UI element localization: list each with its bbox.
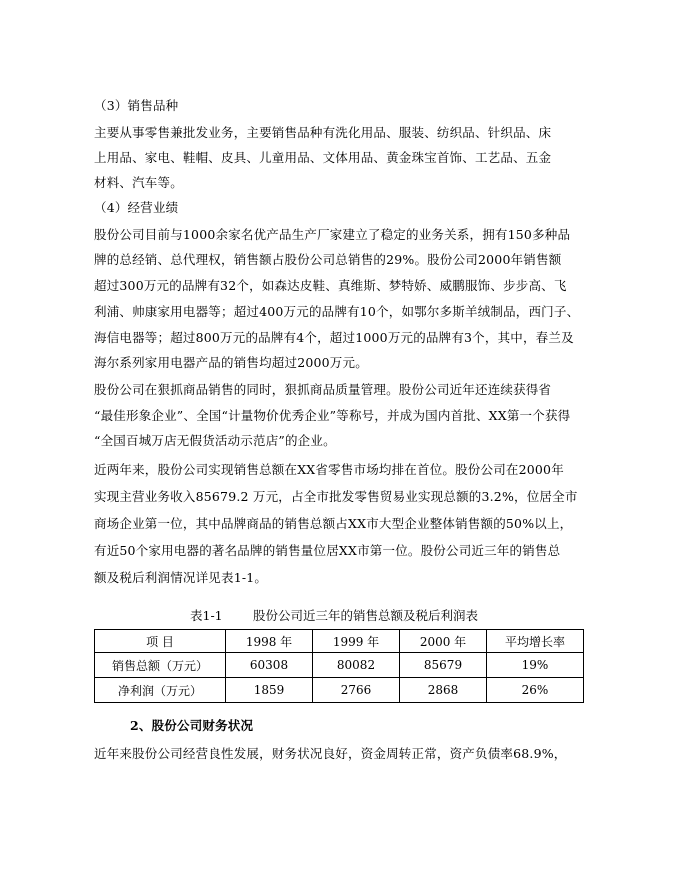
table-cell: 26%	[487, 678, 584, 703]
header-cell-item: 项 目	[95, 630, 226, 653]
paragraph-line: 利浦、帅康家用电器等；超过400万元的品牌有10个，如鄂尔多斯羊绒制品，西门子、	[94, 304, 580, 319]
table-cell: 85679	[400, 653, 487, 678]
paragraph-line: 材料、汽车等。	[94, 175, 183, 190]
table-cell: 19%	[487, 653, 584, 678]
paragraph-line: “全国百城万店无假货活动示范店”的企业。	[94, 433, 336, 448]
table-caption-title: 股份公司近三年的销售总额及税后利润表	[253, 608, 479, 623]
table-cell: 2766	[313, 678, 400, 703]
header-cell-1998: 1998 年	[226, 630, 313, 653]
paragraph-line: 上用品、家电、鞋帽、皮具、儿童用品、文体用品、黄金珠宝首饰、工艺品、五金	[94, 150, 552, 165]
paragraph-line: 有近50个家用电器的著名品牌的销售量位居XX市第一位。股份公司近三年的销售总	[94, 543, 561, 558]
header-cell-avg-growth: 平均增长率	[487, 630, 584, 653]
table-cell: 60308	[226, 653, 313, 678]
row-label-net-profit: 净利润（万元）	[95, 678, 226, 703]
table-row	[95, 653, 584, 678]
header-cell-1999: 1999 年	[313, 630, 400, 653]
paragraph-line: 牌的总经销、总代理权，销售额占股份公司总销售的29%。股份公司2000年销售额	[94, 252, 562, 267]
table-caption-number: 表1-1	[190, 608, 223, 623]
table-header-row	[95, 630, 584, 653]
table-cell: 1859	[226, 678, 313, 703]
paragraph-line: 额及税后利润情况详见表1-1。	[94, 570, 268, 585]
paragraph-line: 近两年来，股份公司实现销售总额在XX省零售市场均排在首位。股份公司在2000年	[94, 462, 564, 477]
paragraph-line: 主要从事零售兼批发业务，主要销售品种有洗化用品、服装、纺织品、针织品、床	[94, 125, 552, 140]
sales-profit-table	[94, 629, 584, 703]
paragraph-line: 股份公司在狠抓商品销售的同时，狠抓商品质量管理。股份公司近年还连续获得省	[94, 382, 552, 397]
paragraph-line: 超过300万元的品牌有32个，如森达皮鞋、真维斯、梦特娇、威鹏服饰、步步高、飞	[94, 278, 567, 293]
paragraph-line: 近年来股份公司经营良性发展，财务状况良好，资金周转正常，资产负债率68.9%，	[94, 746, 567, 761]
paragraph-line: 股份公司目前与1000余家名优产品生产厂家建立了稳定的业务关系，拥有150多种品	[94, 227, 571, 242]
paragraph-line: 实现主营业务收入85679.2 万元，占全市批发零售贸易业实现总额的3.2%，位居全市	[94, 489, 578, 504]
table-cell: 2868	[400, 678, 487, 703]
table-row	[95, 678, 584, 703]
header-cell-2000: 2000 年	[400, 630, 487, 653]
paragraph-line: “最佳形象企业”、全国“计量物价优秀企业”等称号，并成为国内首批、XX第一个获得	[94, 408, 571, 423]
paragraph-line: 商场企业第一位，其中品牌商品的销售总额占XX市大型企业整体销售额的50%以上，	[94, 516, 573, 531]
section-heading-sales-varieties: （3）销售品种	[94, 98, 179, 113]
paragraph-line: 海信电器等；超过800万元的品牌有4个，超过1000万元的品牌有3个，其中，春兰及	[94, 330, 574, 345]
row-label-sales: 销售总额（万元）	[95, 653, 226, 678]
table-cell: 80082	[313, 653, 400, 678]
paragraph-line: 海尔系列家用电器产品的销售均超过2000万元。	[94, 355, 368, 370]
section-heading-financial-status: 2、股份公司财务状况	[130, 718, 254, 733]
section-heading-performance: （4）经营业绩	[94, 200, 179, 215]
